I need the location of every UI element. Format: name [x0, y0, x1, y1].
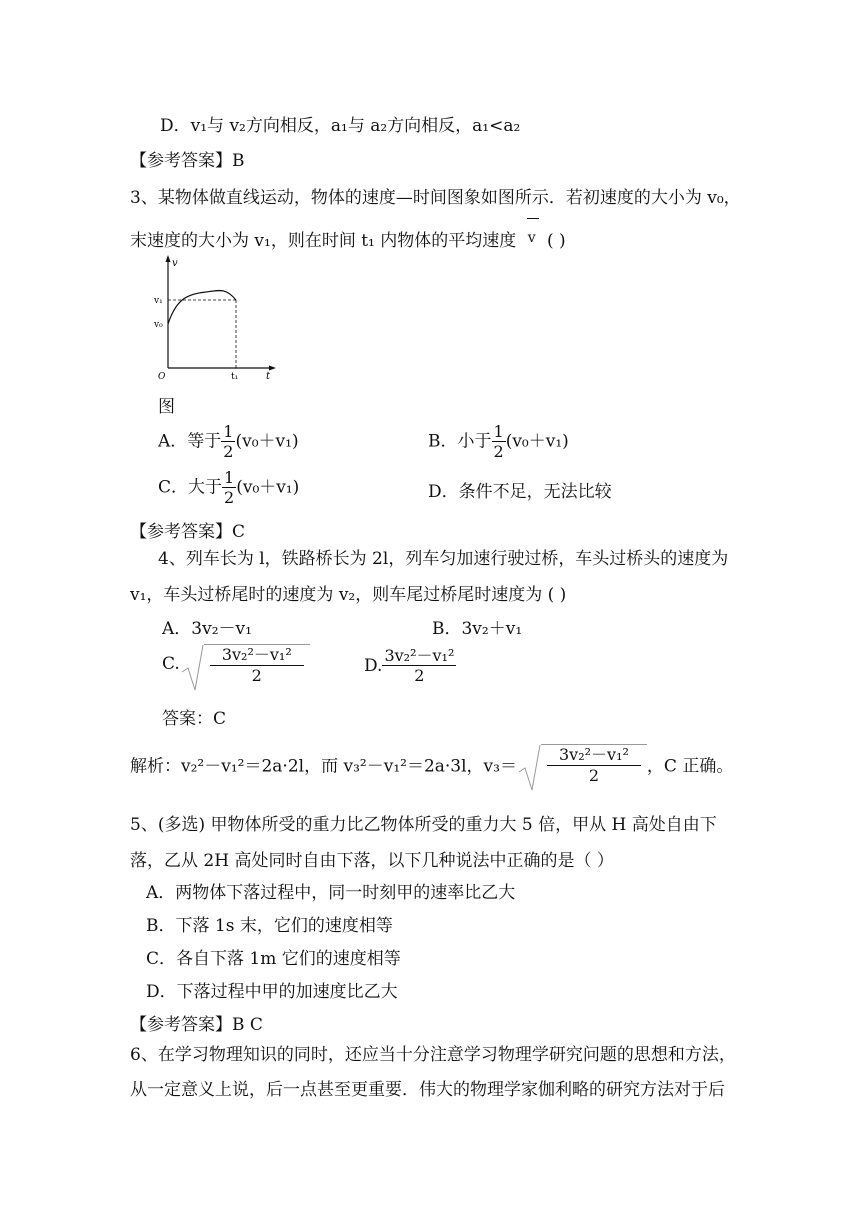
q3-option-d: D．条件不足，无法比较	[428, 482, 612, 502]
q6-stem-line1: 6、在学习物理知识的同时，还应当十分注意学习物理学研究问题的思想和方法，	[130, 1045, 736, 1065]
q3-stem-text: 末速度的大小为 v₁，则在时间 t₁ 内物体的平均速度	[130, 231, 517, 251]
q3-option-c-text: C．大于	[158, 477, 223, 498]
q5-stem-line1: 5、(多选) 甲物体所受的重力比乙物体所受的重力大 5 倍，甲从 H 高处自由下	[130, 815, 717, 835]
q4-option-d-fraction: $\frac{\text{3v₂²－v₁²}}{2}$	[384, 646, 455, 685]
q3-option-b-sum: (v₀＋v₁)	[505, 431, 569, 452]
origin-label: O	[158, 372, 166, 382]
vbar-letter: v	[527, 230, 536, 246]
sqrt-radical-sign	[517, 744, 541, 792]
q4-answer: 答案：C	[162, 709, 227, 729]
sqrt-radical-sign	[180, 644, 204, 692]
q4-option-a: A．3v₂－v₁	[162, 619, 252, 639]
q5-option-a: A．两物体下落过程中，同一时刻甲的速率比乙大	[146, 883, 516, 903]
q5-answer: 【参考答案】B C	[130, 1015, 263, 1035]
axis-t-label: t	[266, 371, 271, 382]
q4-analysis-conclusion: ，C 正确。	[646, 756, 734, 777]
q3-answer: 【参考答案】C	[130, 522, 246, 542]
q4-analysis	[130, 744, 733, 784]
q3-option-c	[158, 470, 299, 506]
vbar-line	[527, 218, 539, 219]
q4-stem-line1: 4、列车长为 l，铁路桥长为 2l，列车匀加速行驶过桥，车头过桥头的速度为	[158, 549, 729, 569]
velocity-curve	[168, 290, 236, 324]
q4-option-d-label: D.	[364, 656, 383, 676]
v0-label: v₀	[154, 320, 163, 330]
q5-stem-line2: 落，乙从 2H 高处同时自由下落，以下几种说法中正确的是（ ）	[130, 851, 614, 871]
q4-option-c	[162, 644, 310, 684]
sqrt-expression	[517, 744, 647, 784]
q3-option-a-sum: (v₀＋v₁)	[235, 431, 299, 452]
q4-stem-line2: v₁，车头过桥尾时的速度为 v₂，则车尾过桥尾时速度为 ( )	[130, 585, 567, 605]
half-fraction: $\frac{1}{2}$	[223, 422, 234, 461]
q4-analysis-text: 解析：v₂²－v₁²＝2a·2l，而 v₃²－v₁²＝2a·3l，v₃＝	[130, 756, 517, 777]
q5-option-d: D．下落过程中甲的加速度比乙大	[146, 982, 398, 1002]
q3-paren: ( )	[547, 231, 566, 251]
q3-stem-line2	[130, 226, 566, 251]
q4-option-c-fraction: $\frac{\text{3v₂²－v₁²}}{2}$	[210, 647, 304, 684]
q4-option-b: B．3v₂＋v₁	[432, 619, 523, 639]
vt-graph	[150, 252, 290, 382]
q2-answer: 【参考答案】B	[130, 151, 245, 171]
half-fraction: $\frac{1}{2}$	[493, 422, 504, 461]
q3-option-b-text: B．小于	[428, 431, 492, 452]
q3-option-c-sum: (v₀＋v₁)	[236, 477, 300, 498]
half-fraction: $\frac{1}{2}$	[224, 468, 235, 507]
q4-option-c-label: C.	[162, 654, 180, 674]
q3-option-a-text: A．等于	[158, 431, 222, 452]
q6-stem-line2: 从一定意义上说，后一点甚至更重要．伟大的物理学家伽利略的研究方法对于后	[130, 1080, 725, 1100]
figure-label: 图	[158, 397, 175, 417]
q4-option-d	[364, 648, 456, 684]
q2-option-d: D．v₁与 v₂方向相反，a₁与 a₂方向相反，a₁<a₂	[160, 116, 521, 136]
axis-v-label: v	[172, 258, 178, 269]
q5-option-b: B．下落 1s 末，它们的速度相等	[146, 916, 393, 936]
q3-stem-line1: 3、某物体做直线运动，物体的速度—时间图象如图所示．若初速度的大小为 v₀，	[130, 188, 741, 208]
q3-option-b	[428, 424, 569, 460]
t1-label: t₁	[231, 372, 239, 382]
vbar-symbol	[528, 230, 536, 246]
q4-analysis-fraction: $\frac{\text{3v₂²－v₁²}}{2}$	[547, 747, 641, 784]
t-axis-arrow	[269, 366, 276, 371]
q5-option-c: C．各自下落 1m 它们的速度相等	[146, 949, 401, 969]
sqrt-expression	[180, 644, 310, 684]
v1-label: v₁	[154, 296, 163, 306]
v-axis-arrow	[166, 255, 171, 262]
q3-option-a	[158, 424, 299, 460]
